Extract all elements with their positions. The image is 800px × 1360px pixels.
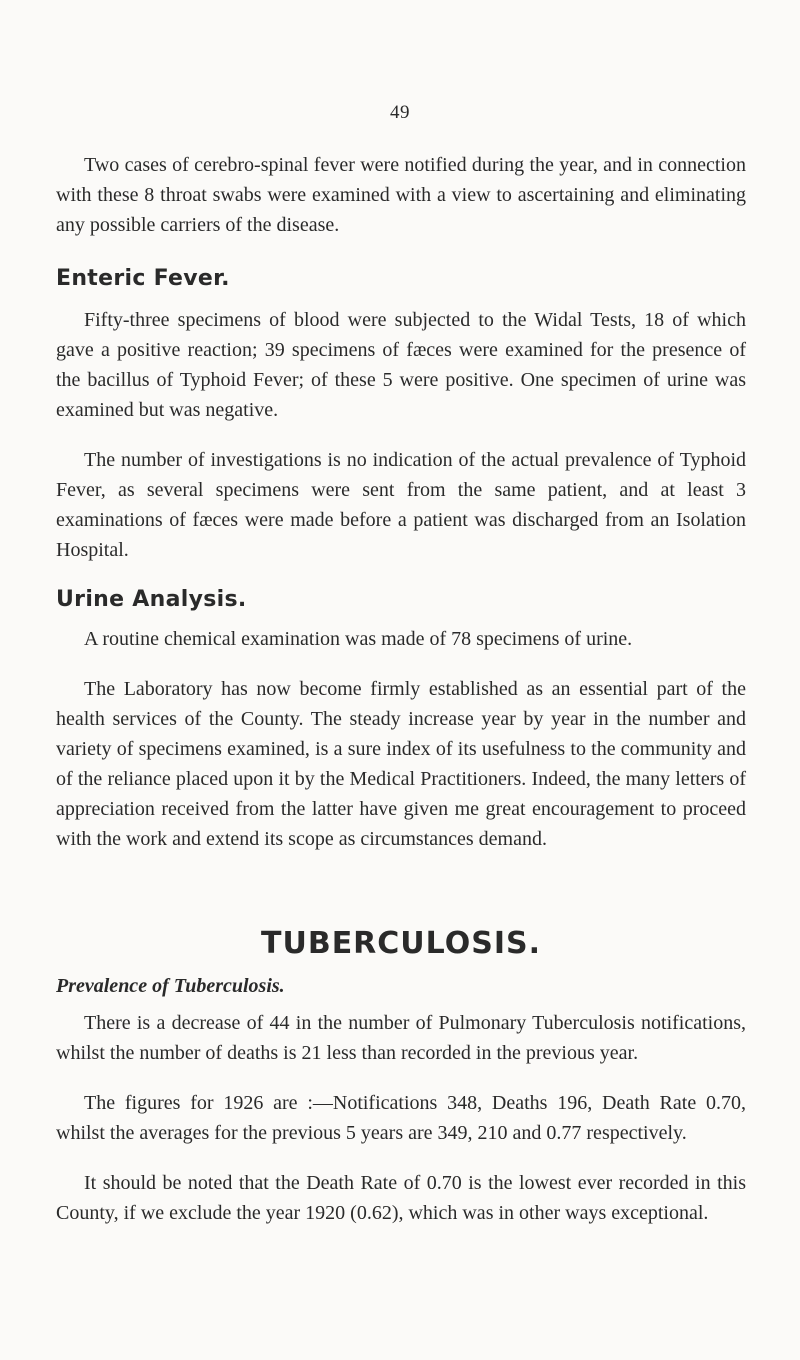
paragraph-tb-death-rate: It should be noted that the Death Rate of 0.70 is the lowest ever recorded in this County, if we exclude the year 1920 (0.62), which was in other ways exceptional. [56, 1172, 746, 1224]
paragraph-enteric-widal: Fifty-three specimens of blood were subjected to the Widal Tests, 18 of which gave a positive reaction; 39 specimens of fæces were examined for the presence of the bacillus of Typhoid Fever; of these 5 were positive. One specimen of urine was examined but was negative. [56, 309, 746, 421]
paragraph-enteric-prevalence: The number of investigations is no indication of the actual prevalence of Typhoid Fever, as several specimens were sent from the same patient, and at least 3 examinations of fæces were made before a patient was discharged from an Isolation Hospital. [56, 449, 746, 561]
paragraph-tb-figures: The figures for 1926 are :—Notifications 348, Deaths 196, Death Rate 0.70, whilst the averages for the previous 5 years are 349, 210 and 0.77 respectively. [56, 1092, 746, 1144]
page-number: 49 [390, 102, 410, 123]
paragraph-urine: A routine chemical examination was made of 78 specimens of urine. [84, 628, 633, 650]
heading-urine-analysis: Urine Analysis. [56, 587, 247, 612]
paragraph-tb-decrease: There is a decrease of 44 in the number of Pulmonary Tuberculosis notifications, whilst the number of deaths is 21 less than recorded in the previous year. [56, 1012, 746, 1064]
document-body [56, 150, 746, 1228]
section-title-tuberculosis: TUBERCULOSIS. [261, 926, 541, 961]
paragraph-laboratory: The Laboratory has now become firmly established as an essential part of the health services of the County. The steady increase year by year in the number and variety of specimens examined, is a sure index of its usefulness to the community and of the reliance placed upon it by the Medical Practitioners. Indeed, the many letters of appreciation received from the latter have given me great encouragement to proceed with the work and extend its scope as circumstances demand. [56, 678, 746, 850]
subheading-prevalence: Prevalence of Tuberculosis. [56, 975, 285, 997]
heading-enteric-fever: Enteric Fever. [56, 266, 230, 291]
paragraph-cerebro-spinal: Two cases of cerebro-spinal fever were notified during the year, and in connection with these 8 throat swabs were examined with a view to ascertaining and eliminating any possible carriers of the disease. [56, 154, 746, 236]
